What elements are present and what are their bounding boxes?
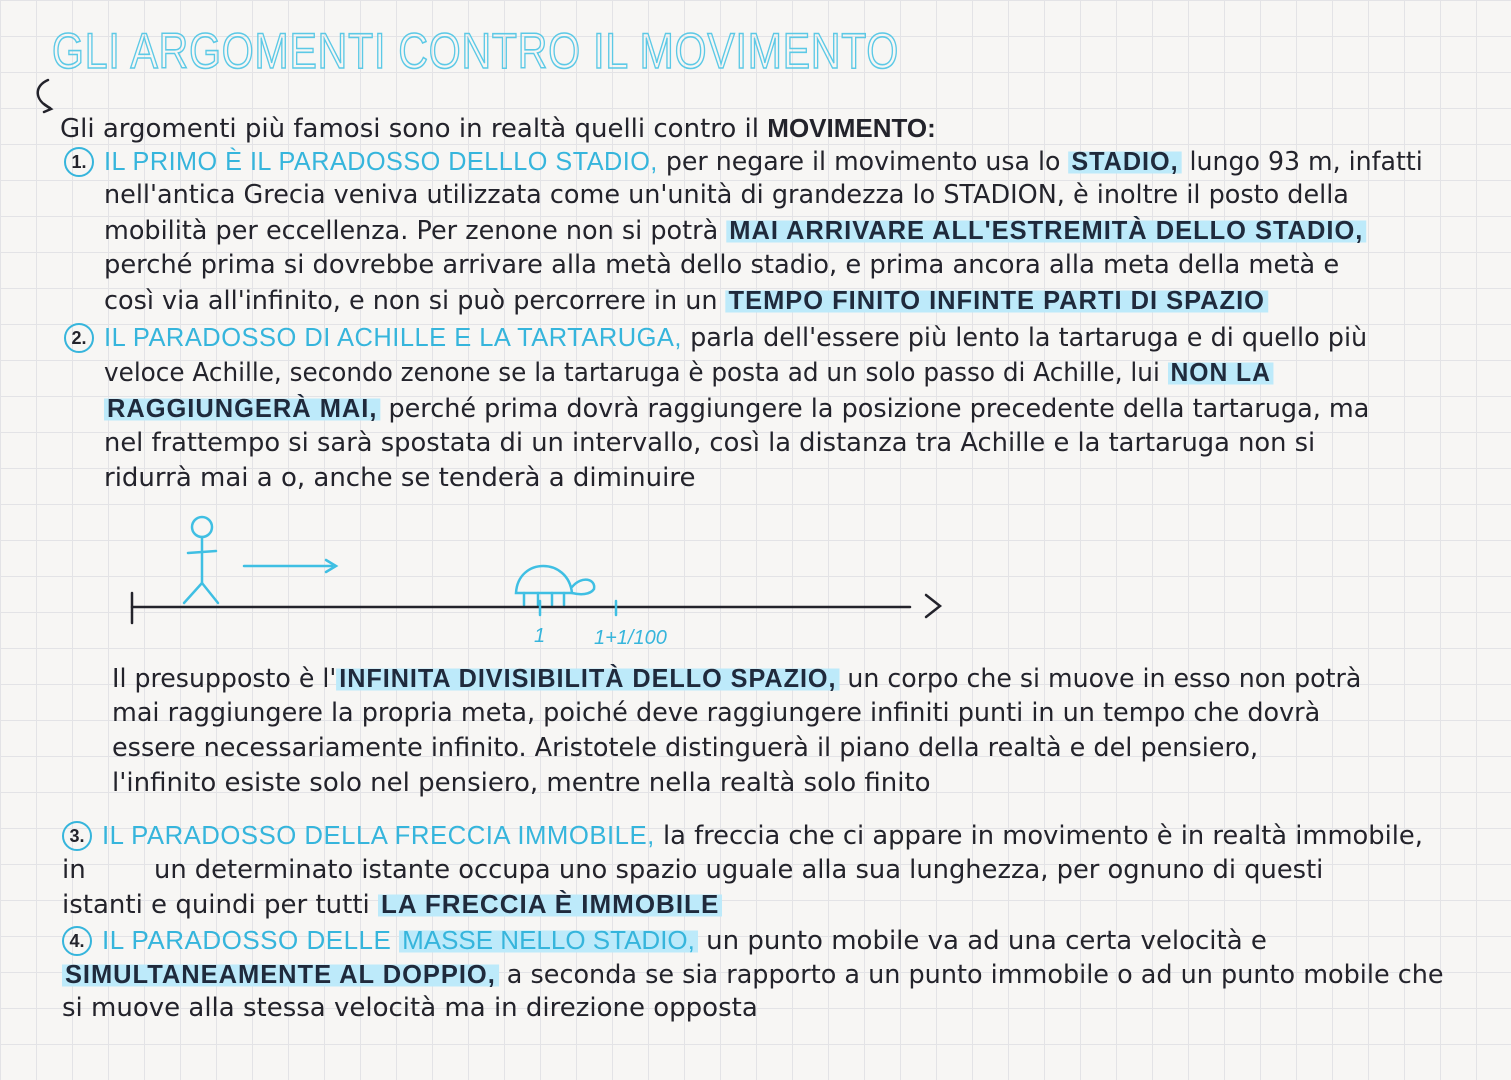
number-badge-1: 1. bbox=[64, 147, 94, 177]
p4-line-3: si muove alla stessa velocità ma in direzione opposta bbox=[62, 993, 758, 1023]
highlight-mai-arrivare: MAI ARRIVARE ALL'ESTREMITÀ DELLO STADIO, bbox=[726, 215, 1366, 245]
p2-line-2: veloce Achille, secondo zenone se la tartaruga è posta ad un solo passo di Achille, lui NON LA bbox=[104, 355, 1274, 390]
intro-movimento: MOVIMENTO: bbox=[767, 113, 936, 143]
motion-arrow-icon bbox=[244, 560, 336, 572]
highlight-simultaneamente: SIMULTANEAMENTE AL DOPPIO, bbox=[62, 959, 499, 989]
p3-line-3: istanti e quindi per tutti LA FRECCIA È IMMOBILE bbox=[62, 887, 722, 922]
highlight-freccia-immobile: LA FRECCIA È IMMOBILE bbox=[378, 889, 722, 919]
number-badge-2: 2. bbox=[64, 323, 94, 353]
p1-line-2: nell'antica Grecia veniva utilizzata come un'unità di grandezza lo STADION, è inoltre il posto della bbox=[104, 180, 1349, 210]
p1-title: IL PRIMO È IL PARADOSSO DELLLO STADIO, bbox=[104, 146, 658, 176]
p2b-line-2: mai raggiungere la propria meta, poiché deve raggiungere infiniti punti in un tempo che dovrà bbox=[112, 698, 1321, 728]
tortoise-icon bbox=[516, 566, 594, 605]
p1-line-4: perché prima si dovrebbe arrivare alla metà dello stadio, e prima ancora alla meta della metà e bbox=[104, 250, 1340, 280]
number-badge-3: 3. bbox=[62, 821, 92, 851]
p4-title-highlight: MASSE NELLO STADIO, bbox=[399, 925, 698, 955]
highlight-infinita-divisibilita: INFINITA DIVISIBILITÀ DELLO SPAZIO, bbox=[336, 663, 839, 693]
p1-line-1: IL PRIMO È IL PARADOSSO DELLLO STADIO, per negare il movimento usa lo STADIO, lungo 93 m, infatti bbox=[104, 146, 1423, 177]
page-title: GLI ARGOMENTI CONTRO IL MOVIMENTO bbox=[52, 23, 900, 79]
p4-line-1: IL PARADOSSO DELLE MASSE NELLO STADIO, un punto mobile va ad una certa velocità e bbox=[102, 925, 1267, 956]
p4-line-2: SIMULTANEAMENTE AL DOPPIO, a seconda se sia rapporto a un punto immobile o ad un punto mobile che bbox=[62, 957, 1444, 992]
distance-axis bbox=[132, 593, 940, 623]
p2-line-1: IL PARADOSSO DI ACHILLE E LA TARTARUGA, parla dell'essere più lento la tartaruga e di quello più bbox=[104, 322, 1368, 353]
highlight-stadio: STADIO, bbox=[1068, 146, 1181, 176]
tick-label-1: 1 bbox=[534, 625, 546, 647]
p1-line-5: così via all'infinito, e non si può percorrere in un TEMPO FINITO INFINTE PARTI DI SPAZIO bbox=[104, 283, 1268, 318]
number-badge-4: 4. bbox=[62, 926, 92, 956]
highlight-tempo-finito: TEMPO FINITO INFINTE PARTI DI SPAZIO bbox=[726, 285, 1268, 315]
p3-title: IL PARADOSSO DELLA FRECCIA IMMOBILE, bbox=[102, 820, 655, 850]
p3-line-2b: un determinato istante occupa uno spazio uguale alla sua lunghezza, per ognuno di questi bbox=[154, 855, 1324, 885]
p2b-line-1: Il presupposto è l' INFINITA DIVISIBILITÀ DELLO SPAZIO, un corpo che si muove in esso non potrà bbox=[112, 663, 1362, 694]
stick-figure-achilles-icon bbox=[184, 517, 218, 603]
tick-label-2: 1+1/100 bbox=[594, 627, 667, 649]
p2-title: IL PARADOSSO DI ACHILLE E LA TARTARUGA, bbox=[104, 322, 682, 352]
p2b-line-4: l'infinito esiste solo nel pensiero, mentre nella realtà solo finito bbox=[112, 768, 931, 798]
p2-line-3: RAGGIUNGERÀ MAI, perché prima dovrà raggiungere la posizione precedente della tartaruga, ma bbox=[104, 391, 1369, 426]
p3-line-1: IL PARADOSSO DELLA FRECCIA IMMOBILE, la freccia che ci appare in movimento è in realtà immobile, bbox=[102, 820, 1423, 851]
p1-line-3: mobilità per eccellenza. Per zenone non si potrà MAI ARRIVARE ALL'ESTREMITÀ DELLO STADIO, bbox=[104, 213, 1366, 248]
p2b-line-3: essere necessariamente infinito. Aristotele distinguerà il piano della realtà e del pensiero, bbox=[112, 733, 1259, 763]
p2-line-5: ridurrà mai a o, anche se tenderà a diminuire bbox=[104, 463, 696, 493]
p3-line-2a: in bbox=[62, 855, 86, 885]
intro-line: Gli argomenti più famosi sono in realtà quelli contro il MOVIMENTO: bbox=[60, 113, 936, 144]
highlight-non-la: NON LA bbox=[1168, 357, 1274, 387]
p4-title: IL PARADOSSO DELLE bbox=[102, 925, 400, 955]
p2-line-4: nel frattempo si sarà spostata di un intervallo, così la distanza tra Achille e la tartaruga non si bbox=[104, 428, 1316, 458]
highlight-raggiungera-mai: RAGGIUNGERÀ MAI, bbox=[104, 393, 380, 423]
